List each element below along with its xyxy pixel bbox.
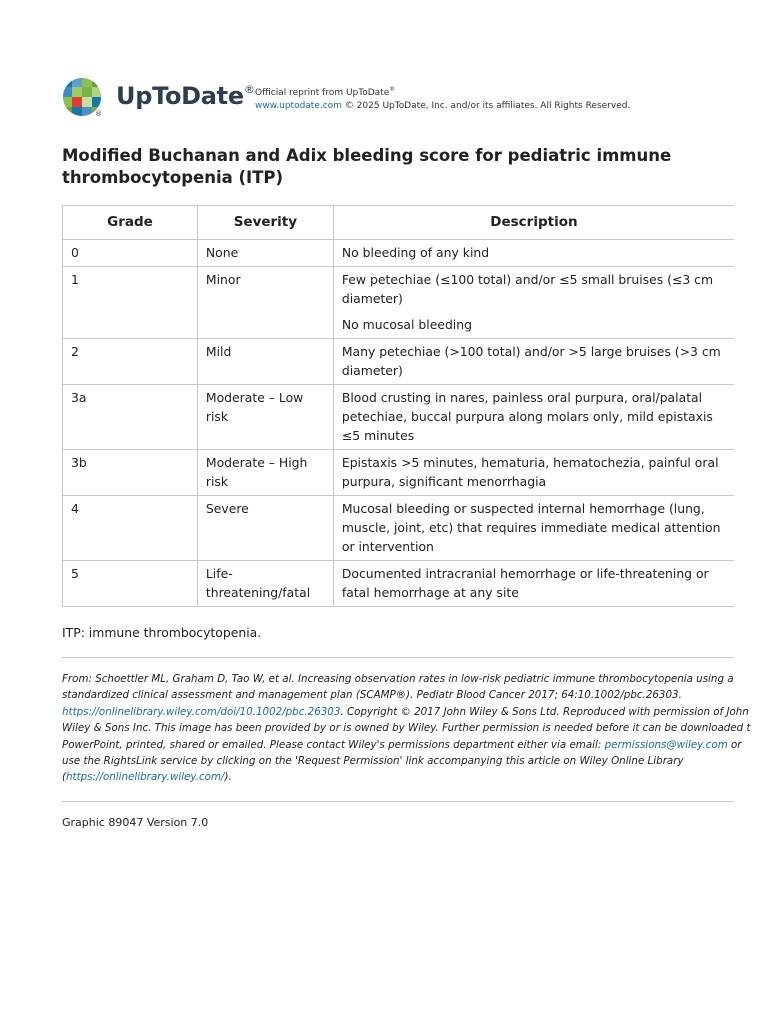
grade-cell: 2 [63, 339, 198, 385]
description-text: Mucosal bleeding or suspected internal hemorrhage (lung, muscle, joint, etc) that requires immediate medical attention or intervention [341, 501, 721, 554]
header-severity: Severity [197, 206, 333, 240]
table-row [63, 561, 735, 607]
table-row [63, 385, 735, 450]
grade-cell: 3a [63, 385, 198, 450]
page-title: Modified Buchanan and Adix bleeding score for pediatric immune thrombocytopenia (ITP) [62, 146, 672, 187]
header-grade: Grade [63, 206, 198, 240]
description-cell [333, 240, 734, 267]
description-cell [333, 496, 734, 561]
bleeding-score-table [62, 205, 734, 607]
reprint-line1: Official reprint from UpToDate [255, 88, 390, 98]
description-text: Documented intracranial hemorrhage or life-threatening or fatal hemorrhage at any site [341, 566, 709, 600]
footnote-line: From: Schoettler ML, Graham D, Tao W, et al. Increasing observation rates in low-risk pediatric immune thrombocytopenia using a [62, 673, 734, 685]
graphic-version: Graphic 89047 Version 7.0 [62, 816, 209, 829]
description-text: Many petechiae (>100 total) and/or >5 large bruises (>3 cm diameter) [341, 344, 721, 378]
doi-link[interactable]: https://onlinelibrary.wiley.com/doi/10.1002/pbc.26303 [62, 705, 341, 718]
uptodate-logo [62, 76, 255, 118]
header-description: Description [333, 206, 734, 240]
table-row [63, 339, 735, 385]
description-text: Few petechiae (≤100 total) and/or ≤5 small bruises (≤3 cm diameter) [341, 272, 714, 306]
grade-cell: 0 [63, 240, 198, 267]
description-cell [333, 385, 734, 450]
reprint-reg: ® [389, 86, 396, 93]
footnote-line: use the RightsLink service by clicking on the 'Request Permission' link accompanying this article on Wiley Online Library [62, 755, 684, 768]
description-cell [333, 450, 734, 496]
grade-cell: 5 [63, 561, 198, 607]
footnote-line [62, 704, 749, 720]
footnote-line: standardized clinical assessment and management plan (SCAMP®). Pediatr Blood Cancer 2017; 64:10.1002/pbc.26303. [62, 689, 682, 702]
table-row [63, 267, 735, 339]
grade-cell: 1 [63, 267, 198, 339]
footnote-text: ( [62, 771, 67, 784]
description-cell [333, 561, 734, 607]
source-footnote [62, 671, 751, 786]
footnote-text: ). [224, 771, 232, 784]
wiley-online-library-link[interactable]: https://onlinelibrary.wiley.com/ [66, 771, 225, 784]
permissions-email-link[interactable]: permissions@wiley.com [604, 738, 728, 751]
description-cell [333, 267, 734, 339]
description-cell [333, 339, 734, 385]
description-text: No mucosal bleeding [341, 317, 472, 332]
description-text: Blood crusting in nares, painless oral purpura, oral/palatal petechiae, buccal purpura along molars only, mild epistaxis ≤5 minutes [341, 390, 713, 443]
severity-cell: Moderate – High risk [197, 450, 333, 496]
divider [62, 801, 734, 802]
severity-cell: Moderate – Low risk [197, 385, 333, 450]
uptodate-logo-icon [62, 77, 102, 117]
footnote-line: Wiley & Sons Inc. This image has been provided by or is owned by Wiley. Further permission is needed before it can be downloaded t [62, 722, 751, 735]
footnote-line [62, 769, 734, 785]
severity-cell: Life-threatening/fatal [197, 561, 333, 607]
description-text: Epistaxis >5 minutes, hematuria, hematochezia, painful oral purpura, significant menorrhagia [341, 455, 719, 489]
reprint-notice [255, 83, 630, 113]
description-text: No bleeding of any kind [341, 245, 490, 260]
table-row [63, 450, 735, 496]
logo-wordmark-text: UpToDate [116, 82, 244, 110]
grade-cell: 4 [63, 496, 198, 561]
divider [62, 657, 734, 658]
severity-cell: Minor [197, 267, 333, 339]
table-row [63, 496, 735, 561]
severity-cell: None [197, 240, 333, 267]
logo-wordmark-reg: ® [243, 83, 255, 96]
logo-wordmark [116, 82, 255, 110]
table-header-row [63, 206, 735, 240]
footnote-text: PowerPoint, printed, shared or emailed. Please contact Wiley's permissions department either via email: [62, 738, 605, 751]
footnote-text: or [727, 738, 742, 751]
table-row [63, 240, 735, 267]
severity-cell: Mild [197, 339, 333, 385]
severity-cell: Severe [197, 496, 333, 561]
footnote-text: . Copyright © 2017 John Wiley & Sons Ltd. Reproduced with permission of John [340, 705, 749, 718]
footnote-line [62, 737, 742, 753]
abbreviation-note: ITP: immune thrombocytopenia. [62, 625, 262, 640]
grade-cell: 3b [63, 450, 198, 496]
logo-registered-mark: ® [95, 110, 102, 118]
reprint-copyright: © 2025 UpToDate, Inc. and/or its affiliates. All Rights Reserved. [341, 101, 631, 111]
uptodate-link[interactable]: www.uptodate.com [255, 101, 342, 111]
